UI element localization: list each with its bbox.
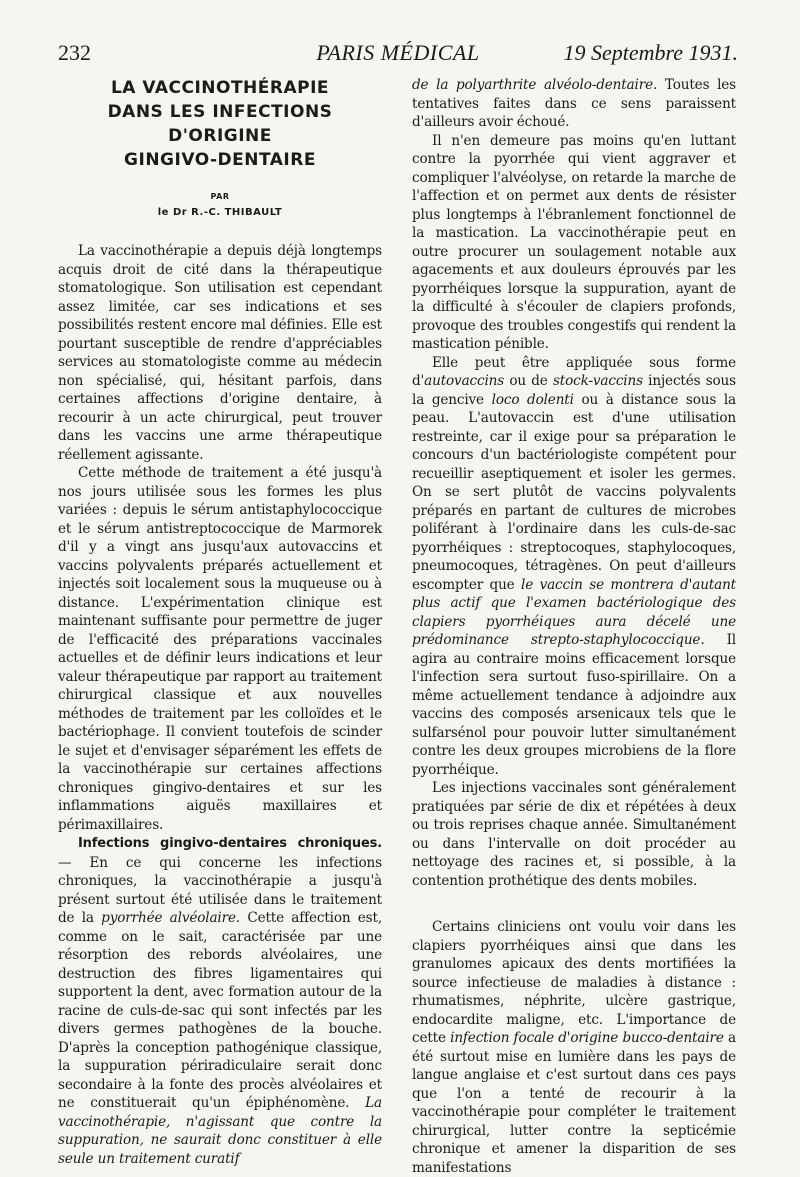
paragraph (412, 76, 736, 132)
journal-title: PARIS MÉDICAL (316, 40, 480, 65)
paragraph (412, 918, 736, 1177)
italic-term: stock-vaccins (552, 373, 643, 389)
italic-term: loco dolenti (491, 391, 574, 408)
text-run: injectés sous la gencive (412, 373, 736, 408)
title-line: DANS LES INFECTIONS (107, 102, 333, 122)
italic-text: le vaccin se montrera d'autant plus actif que l'examen bactériologique des clapiers pyorrhéiques aura décelé une prédominance strepto-staphylococcique. (412, 576, 736, 648)
page-number: 232 (58, 40, 91, 65)
article-title (58, 76, 382, 172)
title-line: GINGIVO-DENTAIRE (124, 150, 316, 170)
text-run: — En ce qui concerne les infections chroniques, la vaccinothérapie a jusqu'à présent surtout été utilisée dans le traitement de la (58, 854, 382, 926)
text-run: Certains cliniciens ont voulu voir dans les clapiers pyorrhéiques ainsi que dans les granulomes apicaux des dents mortifiées la source infectieuse de maladies à distance : rhumatismes, néphrite, ulcère gastrique, endocardite maligne, etc. L'importance de cette (412, 919, 736, 1046)
text-run: ou de (504, 373, 553, 389)
title-line: LA VACCINOTHÉRAPIE (110, 78, 330, 98)
paragraph (412, 354, 736, 780)
paragraph: Les injections vaccinales sont généralement pratiquées par série de dix et répétées à deux ou trois reprises chaque année. Simultanément ou dans l'intervalle on doit procéder au nettoyage des racines et, si possible, à la contention prothétique des dents mobiles. (412, 780, 736, 889)
paragraph (58, 834, 382, 1168)
section-gap (412, 890, 736, 918)
author-name: le Dr R.-C. THIBAULT (157, 207, 283, 218)
italic-term: infection focale d'origine bucco-dentaire (450, 1030, 724, 1046)
title-line: D'ORIGINE (168, 126, 272, 146)
italic-term: autovaccins (424, 373, 505, 389)
text-run: Toutes les tentatives faites dans ce sens paraissent d'ailleurs avoir échoué. (412, 77, 736, 130)
text-run: Elle peut être appliquée sous forme d' (412, 354, 736, 389)
left-column (58, 76, 382, 1167)
italic-text: La vaccinothérapie, n'agissant que contre la suppuration, ne saurait donc constituer à elle seule un traitement curatif (58, 1095, 382, 1167)
by-label: PAR (210, 192, 230, 201)
right-column (412, 76, 736, 1176)
italic-text: de la polyarthrite alvéolo-dentaire. (412, 77, 658, 93)
issue-date: 19 Septembre 1931. (563, 40, 738, 65)
section-heading: Infections gingivo-dentaires chroniques. (78, 836, 382, 851)
page-header (58, 40, 738, 74)
paragraph: Cette méthode de traitement a été jusqu'à nos jours utilisée sous les formes les plus variées : depuis le sérum antistaphylococcique et le sérum antistreptococcique de Marmorek d'il y a vingt ans jusqu'aux autovaccins et vaccins polyvalents préparés actuellement et injectés soit localement sous la muqueuse ou à distance. L'expérimentation clinique est maintenant suffisante pour permettre de juger de l'efficacité des préparations vaccinales actuelles et de définir leurs indications et leur valeur thérapeutique par rapport au traitement chirurgical classique et aux nouvelles méthodes de traitement par les colloïdes et le bactériophage. Il convient toutefois de scinder le sujet et d'envisager séparément les effets de la vaccinothérapie sur certaines affections chroniques gingivo-dentaires et sur les inflammations aiguës maxillaires et périmaxillaires. (58, 465, 382, 833)
text-run: Cette affection est, comme on le sait, caractérisée par une résorption des rebords alvéolaires, une destruction des fibres ligamentaires qui supportent la dent, avec formation autour de la racine de culs-de-sac qui sont infectés par les divers germes pathogènes de la bouche. D'après la conception pathogénique classique, la suppuration périradiculaire serait donc secondaire à la fonte des procès alvéolaires et ne constituerait qu'un épiphénomène. (58, 910, 382, 1111)
text-run: ou à distance sous la peau. L'autovaccin est d'une utilisation restreinte, car il exige pour sa préparation le concours d'un bactériologiste compétent pour recueillir aseptiquement et isoler les germes. On se sert plutôt de vaccins polyvalents préparés en partant de cultures de microbes poliférant à l'ordinaire dans les culs-de-sac pyorrhéiques : streptocoques, staphylocoques, pneumocoques, tétragènes. On peut d'ailleurs escompter que (412, 391, 736, 593)
paragraph: Il n'en demeure pas moins qu'en luttant contre la pyorrhée qui vient aggraver et compliquer l'alvéolyse, on retarde la marche de l'affection et on permet aux dents de résister plus longtemps à l'ébranlement fonctionnel de la mastication. La vaccinothérapie peut en outre procurer un soulagement notable aux agacements et aux douleurs éprouvés par les pyorrhéiques lorsque la suppuration, ayant de la difficulté à s'écouler de clapiers profonds, provoque des troubles congestifs qui rendent la mastication pénible. (412, 132, 736, 352)
paragraph: La vaccinothérapie a depuis déjà longtemps acquis droit de cité dans la thérapeutique stomatologique. Son utilisation est cependant assez limitée, car ses indications et ses possibilités restent encore mal définies. Elle est pourtant susceptible de rendre d'appréciables services au stomatologiste comme au médecin non spécialisé, qui, hésitant parfois, dans certaines affections d'origine dentaire, à recourir à un acte chirurgical, peut trouver dans les vaccins une arme thérapeutique réellement agissante. (58, 243, 382, 463)
italic-term: pyorrhée alvéolaire. (101, 910, 241, 926)
text-run: Il agira au contraire moins efficacement lorsque l'infection sera surtout fuso-spirillaire. On a même actuellement tendance à adjoindre aux vaccins des composés arsenicaux tels que le sulfarsénol pour pouvoir lutter simultanément contre les deux groupes microbiens de la flore pyorrhéique. (412, 632, 736, 778)
text-run: a été surtout mise en lumière dans les pays de langue anglaise et c'est surtout dans ces pays que l'on a tenté de recourir à la vaccinothérapie pour compléter le traitement chirurgical, lutter contre la septicémie chronique et amener la disparition de ses manifestations (412, 1030, 736, 1176)
